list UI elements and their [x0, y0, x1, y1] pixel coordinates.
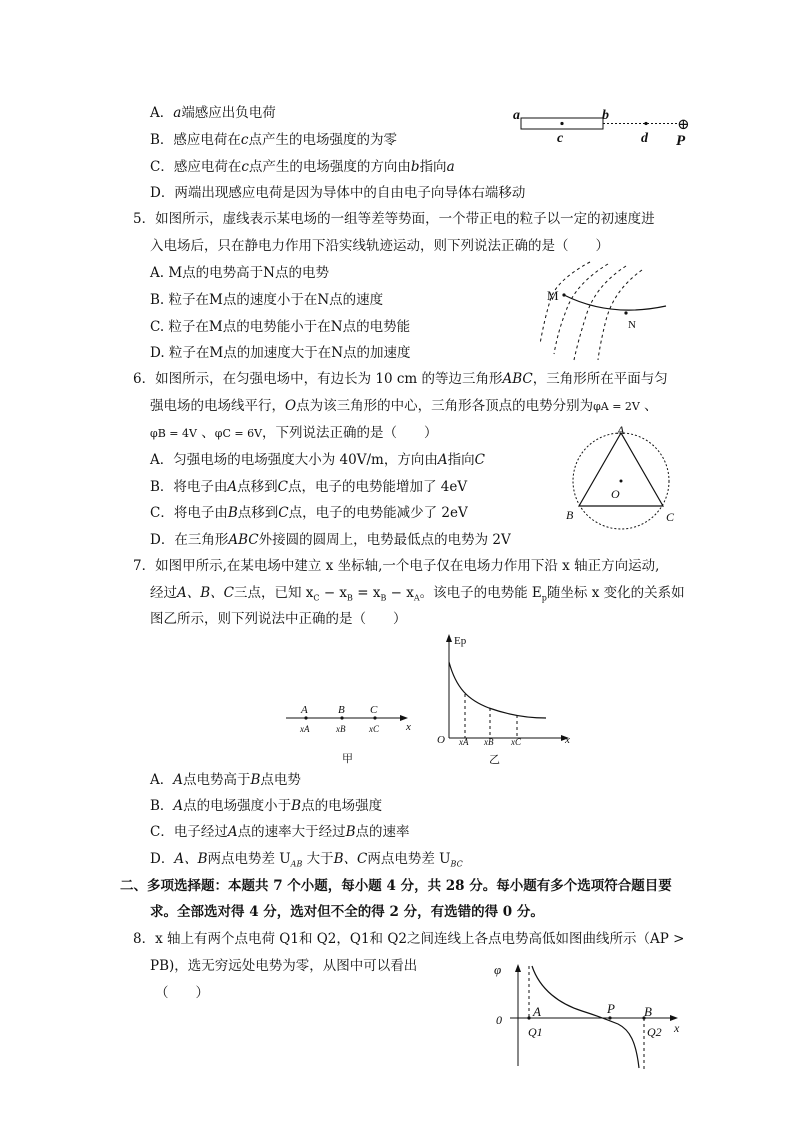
- question-number: 6．: [133, 371, 156, 387]
- formula-part-2: − x: [319, 585, 348, 601]
- var-c: C: [277, 479, 289, 495]
- sub-bc: BC: [450, 859, 463, 869]
- point-n-dot: [624, 311, 627, 314]
- q5-option-c: C. 粒子在M点的电势能小于在N点的电势能: [150, 319, 411, 335]
- label-a: a: [513, 108, 520, 123]
- var-c: C: [474, 452, 485, 468]
- label-o: O: [437, 734, 445, 746]
- formula-part-4: − x: [386, 585, 414, 601]
- sub-a: A: [413, 593, 420, 603]
- option-text-3: 点，电子的电势能减少了 2eV: [288, 505, 468, 521]
- stem-text-2: ，三角形所在平面与匀: [532, 371, 668, 387]
- option-letter: D．: [150, 185, 175, 201]
- var-b: b: [410, 159, 420, 175]
- q7-figure-jia: [280, 700, 420, 770]
- option-text: C．电子经过: [150, 824, 228, 840]
- var-c: c: [240, 132, 249, 148]
- q5-option-d: D. 粒子在M点的加速度大于在N点的加速度: [150, 345, 411, 361]
- phi-c-value: φC = 6V: [214, 427, 263, 440]
- var-a: A: [173, 772, 183, 788]
- option-text-2: 点的电场强度: [301, 798, 383, 814]
- sub-c: C: [313, 593, 320, 603]
- q6-stem-line-2: 强电场的电场线平行，O点为该三角形的中心，三角形各顶点的电势分别为φA = 2V 、: [150, 398, 658, 414]
- option-text-2: 点产生的电场强度的方向由: [248, 159, 411, 175]
- question-number: 8．: [133, 931, 156, 947]
- ep-axis-arrow: [446, 634, 452, 642]
- option-text-2: 点移到: [237, 479, 278, 495]
- label-b: B: [566, 508, 574, 522]
- sub-b: B: [347, 593, 353, 603]
- label-c: c: [557, 131, 564, 146]
- label-a: A: [617, 423, 625, 437]
- option-text: 感应电荷在: [173, 159, 242, 175]
- option-text: 感应电荷在: [173, 132, 241, 148]
- q7-option-c: [150, 823, 410, 841]
- label-d: d: [641, 131, 648, 146]
- var-ab: A、B: [174, 851, 208, 867]
- option-letter: B．: [150, 798, 174, 814]
- q8-stem-line-2: PB)，选无穷远处电势为零，从图中可以看出: [150, 958, 418, 974]
- label-a: A: [301, 704, 308, 716]
- label-p: P: [607, 1001, 615, 1016]
- q8-stem-line-3: （ ）: [155, 985, 209, 1001]
- label-b: B: [338, 704, 345, 716]
- point-c-dot: [373, 716, 376, 719]
- sub-p: p: [541, 593, 547, 603]
- trajectory-curve: [564, 295, 666, 310]
- var-c: c: [241, 159, 249, 175]
- q4-option-d: [150, 184, 525, 202]
- label-x: x: [674, 1021, 680, 1035]
- q7-stem-line-2: [150, 584, 685, 608]
- label-o: O: [611, 487, 620, 501]
- stem-text: 经过: [150, 585, 177, 601]
- option-text: 两端出现感应电荷是因为导体中的自由电子向导体右端移动: [174, 185, 526, 201]
- label-phi: φ: [494, 962, 502, 977]
- phi-a-value: φA = 2V: [593, 400, 640, 413]
- option-text: B．将电子由: [150, 479, 228, 495]
- stem-text: 如图甲所示,在某电场中建立 x 坐标轴,一个电子仅在电场力作用下沿 x 轴正方向运动,: [155, 558, 660, 574]
- q7-option-a: [150, 771, 301, 789]
- label-m: M: [547, 288, 559, 303]
- caption-yi: 乙: [489, 754, 500, 766]
- label-xc: xC: [369, 724, 379, 734]
- q5-stem-line-2: 入电场后，只在静电力作用下沿实线轨迹运动，则下列说法正确的是（ ）: [150, 238, 609, 254]
- point-m-dot: [562, 293, 565, 296]
- potential-curve: [532, 966, 639, 1068]
- section-2-heading-line-2: 求。全部选对得 4 分，选对但不全的得 2 分，有选错的得 0 分。: [150, 904, 544, 920]
- q4-figure: [505, 104, 705, 152]
- label-a: A: [533, 1004, 541, 1019]
- var-a: A: [227, 479, 238, 495]
- option-text: 点电势高于: [183, 772, 251, 788]
- q5-figure: [530, 256, 670, 364]
- label-q1: Q1: [528, 1025, 543, 1039]
- q6-option-a: [150, 451, 485, 469]
- option-text: 点的电场强度小于: [183, 798, 292, 814]
- q4-option-c: [150, 158, 455, 176]
- label-xb: xB: [336, 724, 346, 734]
- q4-option-b: [150, 131, 397, 149]
- label-zero: 0: [496, 1013, 502, 1027]
- label-xa: xA: [300, 724, 310, 734]
- label-n: N: [628, 319, 636, 331]
- label-p: P: [676, 133, 686, 149]
- option-text-3: 两点电势差 U: [367, 851, 451, 867]
- q6-figure: [560, 423, 690, 530]
- phi-axis-arrow: [515, 964, 521, 972]
- var-a: A: [437, 452, 448, 468]
- label-b: B: [644, 1004, 652, 1019]
- label-q2: Q2: [647, 1025, 662, 1039]
- formula-part-3: = x: [352, 585, 381, 601]
- var-o: O: [285, 398, 297, 414]
- ep-curve: [449, 662, 546, 718]
- point-c-dot: [560, 122, 563, 125]
- q6-option-c: [150, 504, 468, 522]
- var-a: A: [227, 824, 238, 840]
- option-text: 两点电势差 U: [207, 851, 291, 867]
- stem-text-3: 随坐标 x 变化的关系如: [546, 585, 685, 601]
- q6-stem-line-3: φB = 4V 、φC = 6V，下列说法正确的是（ ）: [150, 425, 438, 441]
- label-c: C: [370, 704, 378, 716]
- equipotential-line-4: [598, 270, 642, 360]
- question-number: 7．: [133, 558, 156, 574]
- option-letter: A．: [150, 105, 174, 121]
- equilateral-triangle: [579, 433, 663, 506]
- point-a-dot: [304, 716, 307, 719]
- var-abc: ABC: [502, 371, 533, 387]
- positive-charge-icon: ⊕: [677, 117, 690, 133]
- label-xa: xA: [459, 737, 469, 747]
- q7-option-d: [150, 850, 463, 874]
- q7-stem-line-3: 图乙所示，则下列说法中正确的是（ ）: [150, 611, 407, 627]
- var-c: C: [278, 505, 289, 521]
- option-text: C．将电子由: [150, 505, 228, 521]
- var-a: a: [173, 105, 182, 121]
- sub-b-2: B: [380, 593, 387, 603]
- option-text-2: 点移到: [237, 505, 279, 521]
- option-text-3: 点的速率: [355, 824, 410, 840]
- option-letter: D．: [150, 851, 175, 867]
- question-number: 5．: [133, 211, 156, 227]
- stem-text: ，下列说法正确的是（ ）: [262, 425, 438, 441]
- label-ep: Ep: [454, 635, 467, 647]
- label-b: b: [602, 108, 609, 123]
- q5-option-a: A. M点的电势高于N点的电势: [150, 265, 329, 281]
- var-a: a: [446, 159, 455, 175]
- section-2-heading-line-1: 二、多项选择题：本题共 7 个小题，每小题 4 分，共 28 分。每小题有多个选项符合题目要: [120, 878, 672, 894]
- label-x: x: [406, 721, 411, 733]
- label-xc: xC: [511, 737, 521, 747]
- var-b: B: [250, 772, 261, 788]
- option-text: D．在三角形: [150, 532, 229, 548]
- sub-ab: AB: [290, 859, 303, 869]
- q6-option-b: [150, 478, 467, 496]
- point-p-dot: [608, 1016, 611, 1019]
- q8-stem-line-1: [133, 930, 684, 948]
- var-b: B: [291, 798, 302, 814]
- equipotential-line-3: [574, 266, 626, 360]
- var-b: B: [345, 824, 356, 840]
- option-text-2: 点的速率大于经过: [237, 824, 346, 840]
- q7-stem-line-1: [133, 557, 659, 575]
- stem-text: x 轴上有两个点电荷 Q1和 Q2，Q1和 Q2之间连线上各点电势高低如图曲线所示（AP >: [155, 931, 685, 947]
- var-a: A: [173, 798, 184, 814]
- center-o-dot: [620, 480, 623, 483]
- phi-b-value: φB = 4V: [150, 427, 197, 440]
- caption-jia: 甲: [342, 753, 353, 765]
- q6-option-d: [150, 531, 511, 549]
- option-text-2: 点电势: [260, 772, 301, 788]
- var-abc: A、B、C: [177, 585, 234, 601]
- stem-text-2: 点为该三角形的中心，三角形各顶点的电势分别为: [296, 398, 594, 414]
- point-a-dot: [527, 1016, 530, 1019]
- q7-option-b: [150, 797, 382, 815]
- option-text-2: 点产生的电场强度的为零: [248, 132, 397, 148]
- option-text-2: 大于: [302, 851, 334, 867]
- option-text: 端感应出负电荷: [181, 105, 276, 121]
- option-letter: B．: [150, 132, 174, 148]
- label-x: x: [565, 734, 570, 746]
- option-text: A．匀强电场的电场强度大小为 40V/m，方向由: [150, 452, 438, 468]
- q8-figure: [490, 958, 690, 1073]
- q4-option-a: [150, 104, 276, 122]
- option-text-2: 指向: [447, 452, 475, 468]
- label-xb: xB: [484, 737, 494, 747]
- point-b-dot: [340, 716, 343, 719]
- stem-text: 如图所示，在匀强电场中，有边长为 10 cm 的等边三角形: [155, 371, 503, 387]
- var-abc: ABC: [228, 532, 259, 548]
- option-letter: A．: [150, 772, 174, 788]
- label-c: C: [666, 510, 675, 524]
- var-bc: B、C: [333, 851, 368, 867]
- equipotential-line-2: [554, 264, 608, 354]
- option-text-3: 指向: [419, 159, 447, 175]
- option-text-3: 点，电子的电势能增加了 4eV: [288, 479, 468, 495]
- q5-stem-line-1: [133, 210, 655, 228]
- stem-text-2: 。该电子的电势能 E: [419, 585, 542, 601]
- q5-option-b: B. 粒子在M点的速度小于在N点的速度: [150, 292, 384, 308]
- option-letter: C．: [150, 159, 174, 175]
- option-text-2: 外接圆的圆周上，电势最低点的电势为 2V: [258, 532, 511, 548]
- q7-figure-yi: [434, 630, 584, 770]
- stem-text: 强电场的电场线平行，: [150, 398, 285, 414]
- formula-part: 三点，已知 x: [234, 585, 314, 601]
- point-d-dot: [644, 122, 647, 125]
- var-b: B: [227, 505, 238, 521]
- q6-stem-line-1: [133, 370, 668, 388]
- stem-text: 如图所示，虚线表示某电场的一组等差等势面，一个带正电的粒子以一定的初速度进: [155, 211, 655, 227]
